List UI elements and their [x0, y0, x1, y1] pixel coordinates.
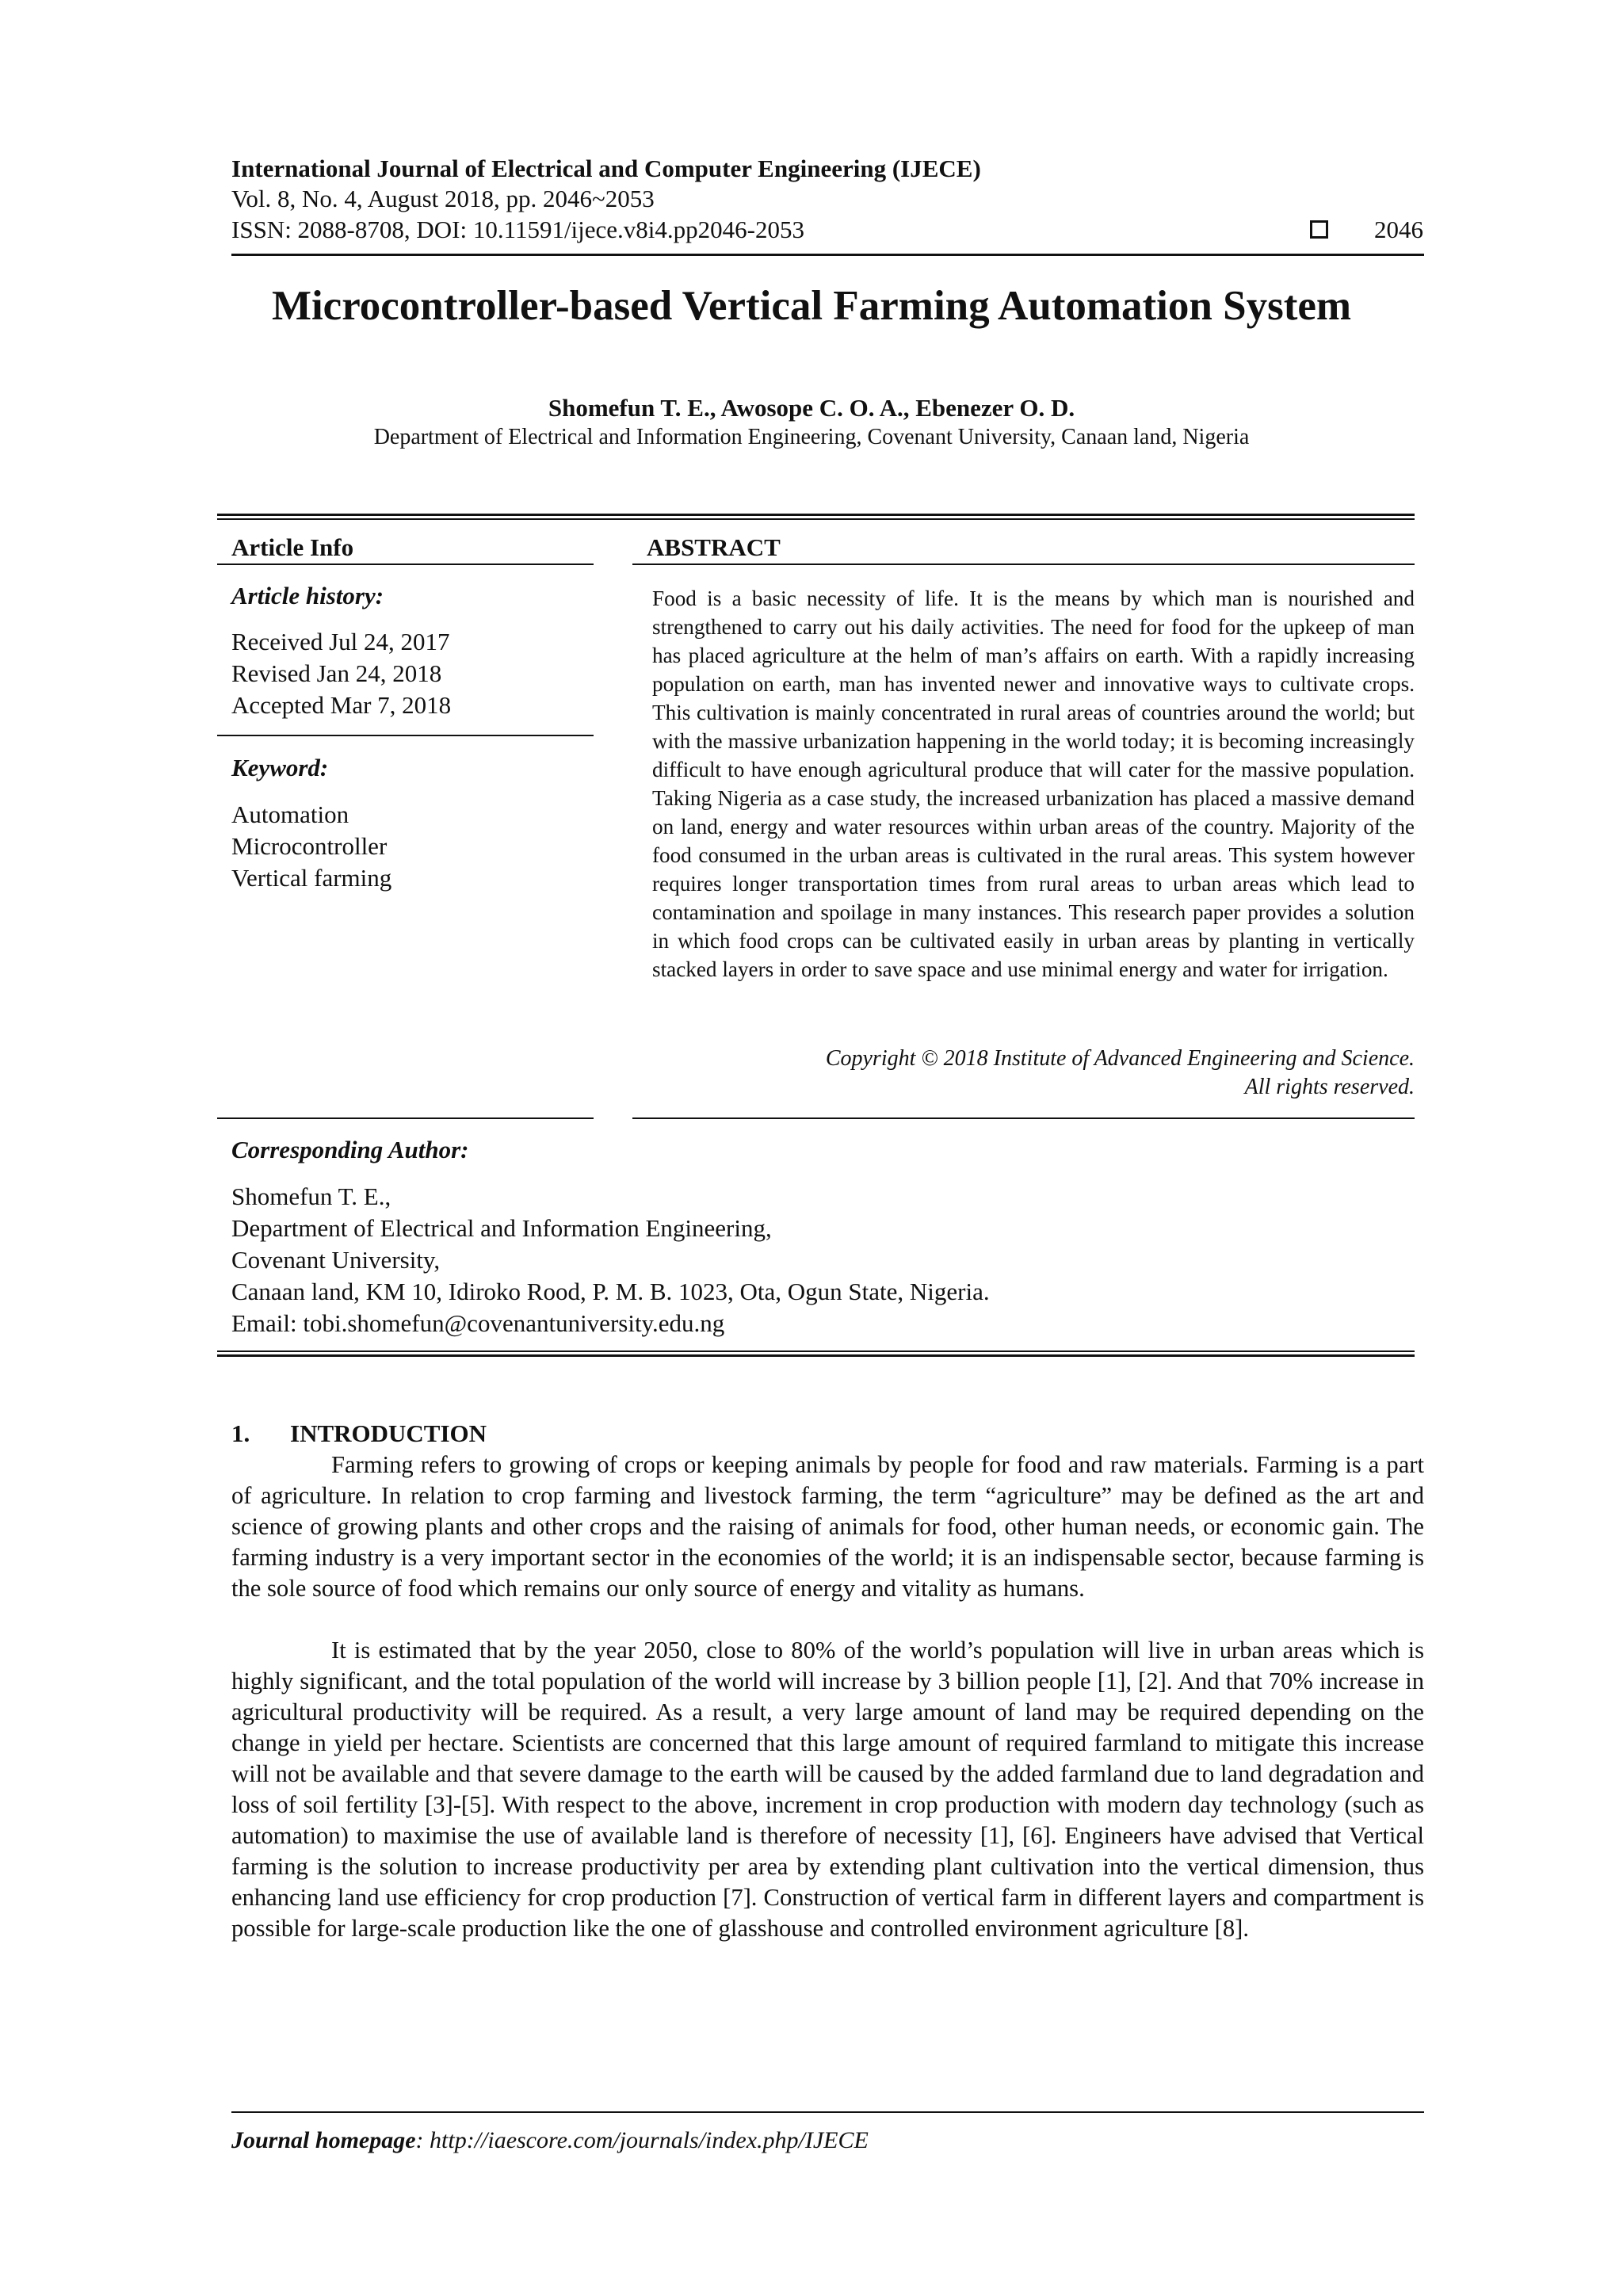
author-list: Shomefun T. E., Awosope C. O. A., Ebenezer O. D.	[548, 394, 1075, 422]
journal-name: International Journal of Electrical and Computer Engineering (IJECE)	[231, 155, 981, 182]
keyword-rule	[217, 735, 594, 736]
corresponding-department: Department of Electrical and Information Engineering,	[231, 1214, 772, 1242]
abstract-text: Food is a basic necessity of life. It is the means by which man is nourished and strengthened to carry out his daily activities. The need for food for the upkeep of man has placed agriculture at the helm of man’s affairs on earth. With a rapidly increasing population on earth, man has invented newer and innovative ways to cultivate crops. This cultivation is mainly concentrated in rural areas of countries around the world; but with the massive urbanization happening in the world today; it is becoming increasingly difficult to have enough agricultural produce that will cater for the massive population. Taking Nigeria as a case study, the increased urbanization has placed a massive demand on land, energy and water resources within urban areas of the country. Majority of the food consumed in the urban areas is cultivated in the rural areas. This system however requires longer transportation times from rural areas to urban areas which lead to contamination and spoilage in many instances. This research paper provides a solution in which food crops can be cultivated easily in urban areas by planting in vertically stacked layers in order to save space and use minimal energy and water for irrigation.	[652, 586, 1415, 981]
keyword-item: Automation	[231, 800, 349, 828]
rights-reserved-line: All rights reserved.	[1244, 1075, 1415, 1099]
page-number: 2046	[1374, 216, 1423, 243]
footer-url[interactable]: http://iaescore.com/journals/index.php/IJECE	[430, 2127, 869, 2153]
journal-volume: Vol. 8, No. 4, August 2018, pp. 2046~2053	[231, 185, 655, 212]
info-box-top-rule	[217, 514, 1415, 516]
keyword-label: Keyword:	[231, 754, 329, 781]
article-info-rule	[217, 563, 594, 565]
article-history-label: Article history:	[231, 582, 384, 609]
history-revised: Revised Jan 24, 2018	[231, 659, 442, 687]
keyword-item: Vertical farming	[231, 864, 392, 892]
journal-issn-doi: ISSN: 2088-8708, DOI: 10.11591/ijece.v8i4.pp2046-2053	[231, 216, 804, 243]
footer-rule	[231, 2111, 1424, 2113]
keyword-item: Microcontroller	[231, 832, 388, 860]
corresponding-email: Email: tobi.shomefun@covenantuniversity.edu.ng	[231, 1309, 725, 1337]
info-box-bottom-rule-inner	[217, 1354, 1415, 1357]
section-number: 1.	[231, 1419, 250, 1447]
abstract-bottom-rule	[632, 1117, 1415, 1119]
corresponding-address: Canaan land, KM 10, Idiroko Rood, P. M. B. 1023, Ota, Ogun State, Nigeria.	[231, 1278, 990, 1305]
journal-homepage: Journal homepage: http://iaescore.com/journals/index.php/IJECE	[231, 2127, 869, 2153]
paper-title: Microcontroller-based Vertical Farming Automation System	[271, 283, 1352, 329]
article-info-heading: Article Info	[231, 533, 354, 561]
intro-paragraph: It is estimated that by the year 2050, close to 80% of the world’s population will live in urban areas which is highly significant, and the total population of the world will increase by 3 billion people [1], [2]. And that 70% increase in agricultural productivity will be required. As a result, a very large amount of land may be required depending on the change in yield per hectare. Scientists are concerned that this large amount of required farmland to mitigate this increase will not be available and that severe damage to the earth will be caused by the added farmland due to land degradation and loss of soil fertility [3]-[5]. With respect to the above, increment in crop production with modern day technology (such as automation) to maximise the use of available land is therefore of necessity [1], [6]. Engineers have advised that Vertical farming is the solution to increase productivity per area by extending plant cultivation into the vertical dimension, thus enhancing land use efficiency for crop production [7]. Construction of vertical farm in different layers and compartment is possible for large-scale production like the one of glasshouse and controlled environment agriculture [8].	[231, 1637, 1424, 1942]
abstract-rule	[632, 563, 1415, 565]
intro-paragraph: Farming refers to growing of crops or keeping animals by people for food and raw materials. Farming is a part of agriculture. In relation to crop farming and livestock farming, the term “agriculture” may be defined as the art and science of growing plants and other crops and the raising of animals for food, other human needs, or economic gain. The farming industry is a very important sector in the economies of the world; it is an indispensable sector, because farming is the sole source of food which remains our only source of energy and vitality as humans.	[231, 1451, 1424, 1602]
section-heading: INTRODUCTION	[290, 1419, 487, 1447]
abstract-heading: ABSTRACT	[647, 533, 781, 561]
article-info-bottom-rule	[217, 1117, 594, 1119]
header-rule	[231, 254, 1424, 256]
copyright-line: Copyright © 2018 Institute of Advanced Engineering and Science.	[825, 1046, 1415, 1071]
history-accepted: Accepted Mar 7, 2018	[231, 691, 452, 719]
history-received: Received Jul 24, 2017	[231, 628, 450, 655]
author-affiliation: Department of Electrical and Information Engineering, Covenant University, Canaan land, Nigeria	[373, 425, 1250, 449]
footer-label: Journal homepage	[231, 2127, 416, 2153]
info-box-top-rule-inner	[217, 518, 1415, 520]
info-box-bottom-rule	[217, 1350, 1415, 1352]
corresponding-university: Covenant University,	[231, 1246, 441, 1274]
checkbox-square-icon	[1310, 220, 1328, 239]
corresponding-author-label: Corresponding Author:	[231, 1136, 469, 1163]
corresponding-name: Shomefun T. E.,	[231, 1182, 391, 1210]
